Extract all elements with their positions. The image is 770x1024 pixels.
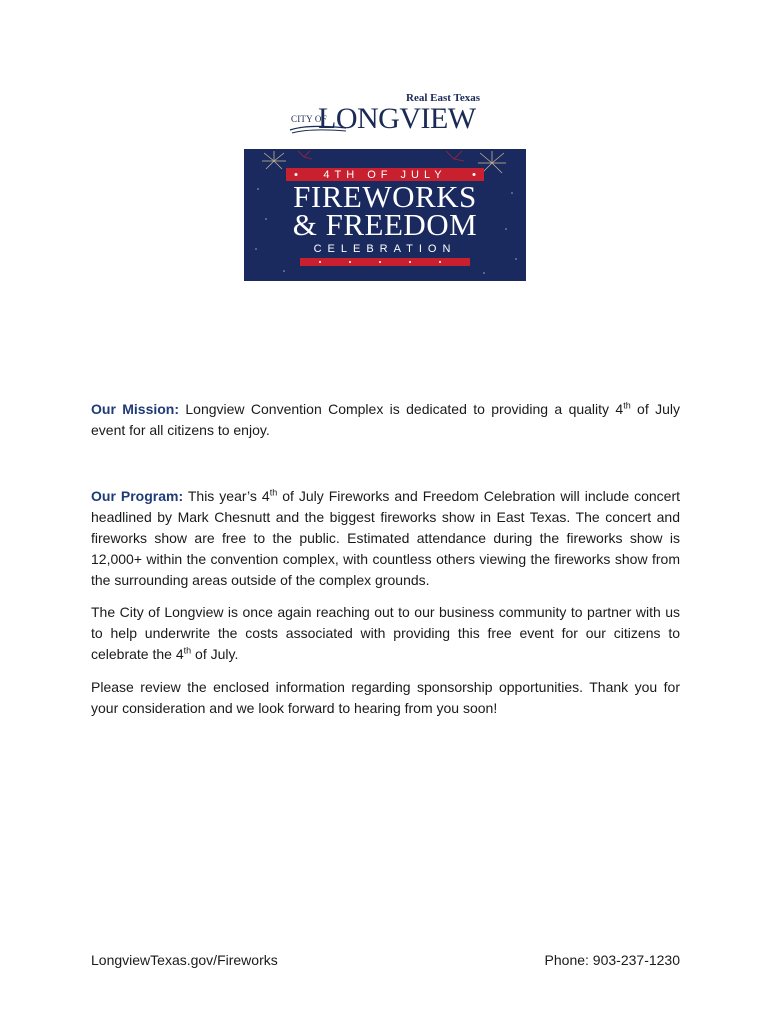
banner-line-freedom: & FREEDOM [292,207,478,242]
closing-paragraph [91,677,680,719]
partner-sup: th [183,645,192,656]
program-text-a: This year’s 4 [183,488,270,504]
banner-line-4th-of-july: 4TH OF JULY [323,169,447,181]
logo-tagline: Real East Texas [406,92,480,104]
closing-text: Please review the enclosed information regarding sponsorship opportunities. Thank you for your consideration and we look forward to hearing from you soon! [91,679,680,716]
mission-text-a: Longview Convention Complex is dedicated to providing a quality 4 [179,401,624,417]
city-logo [288,92,482,140]
logo-city-name: LONGVIEW [318,102,476,135]
partner-text-b: of July. [191,646,239,662]
mission-sup: th [623,400,631,411]
banner-line-celebration: CELEBRATION [313,243,457,255]
mission-label: Our Mission: [91,401,180,417]
program-text-b: of July Fireworks and Freedom Celebration will include concert headlined by Mark Chesnutt and the biggest fireworks show in East Texas. The concert and fireworks show are free to the public. Estimated attendance during the fireworks show is 12,000+ within the convention complex, with countless others viewing the fireworks show from the surrounding areas outside of the complex grounds. [91,488,681,588]
logo-city-of: CITY OF [291,114,327,124]
banner-line-fireworks: FIREWORKS [293,179,477,214]
mission-text-b: of July event for all citizens to enjoy. [91,401,680,438]
fireworks-banner [244,149,526,281]
program-sup: th [269,487,278,498]
footer-website-link[interactable]: LongviewTexas.gov/Fireworks [91,952,278,968]
partner-paragraph [91,602,680,665]
mission-paragraph [91,399,680,441]
logo-swoosh-icon [288,122,348,136]
program-paragraph [91,486,680,591]
partner-text-a: The City of Longview is once again reaching out to our business community to partner with us to help underwrite the costs associated with providing this free event for our citizens to celebrate the 4 [91,604,680,662]
footer-phone: Phone: 903-237-1230 [544,952,680,968]
program-label: Our Program: [91,488,184,504]
